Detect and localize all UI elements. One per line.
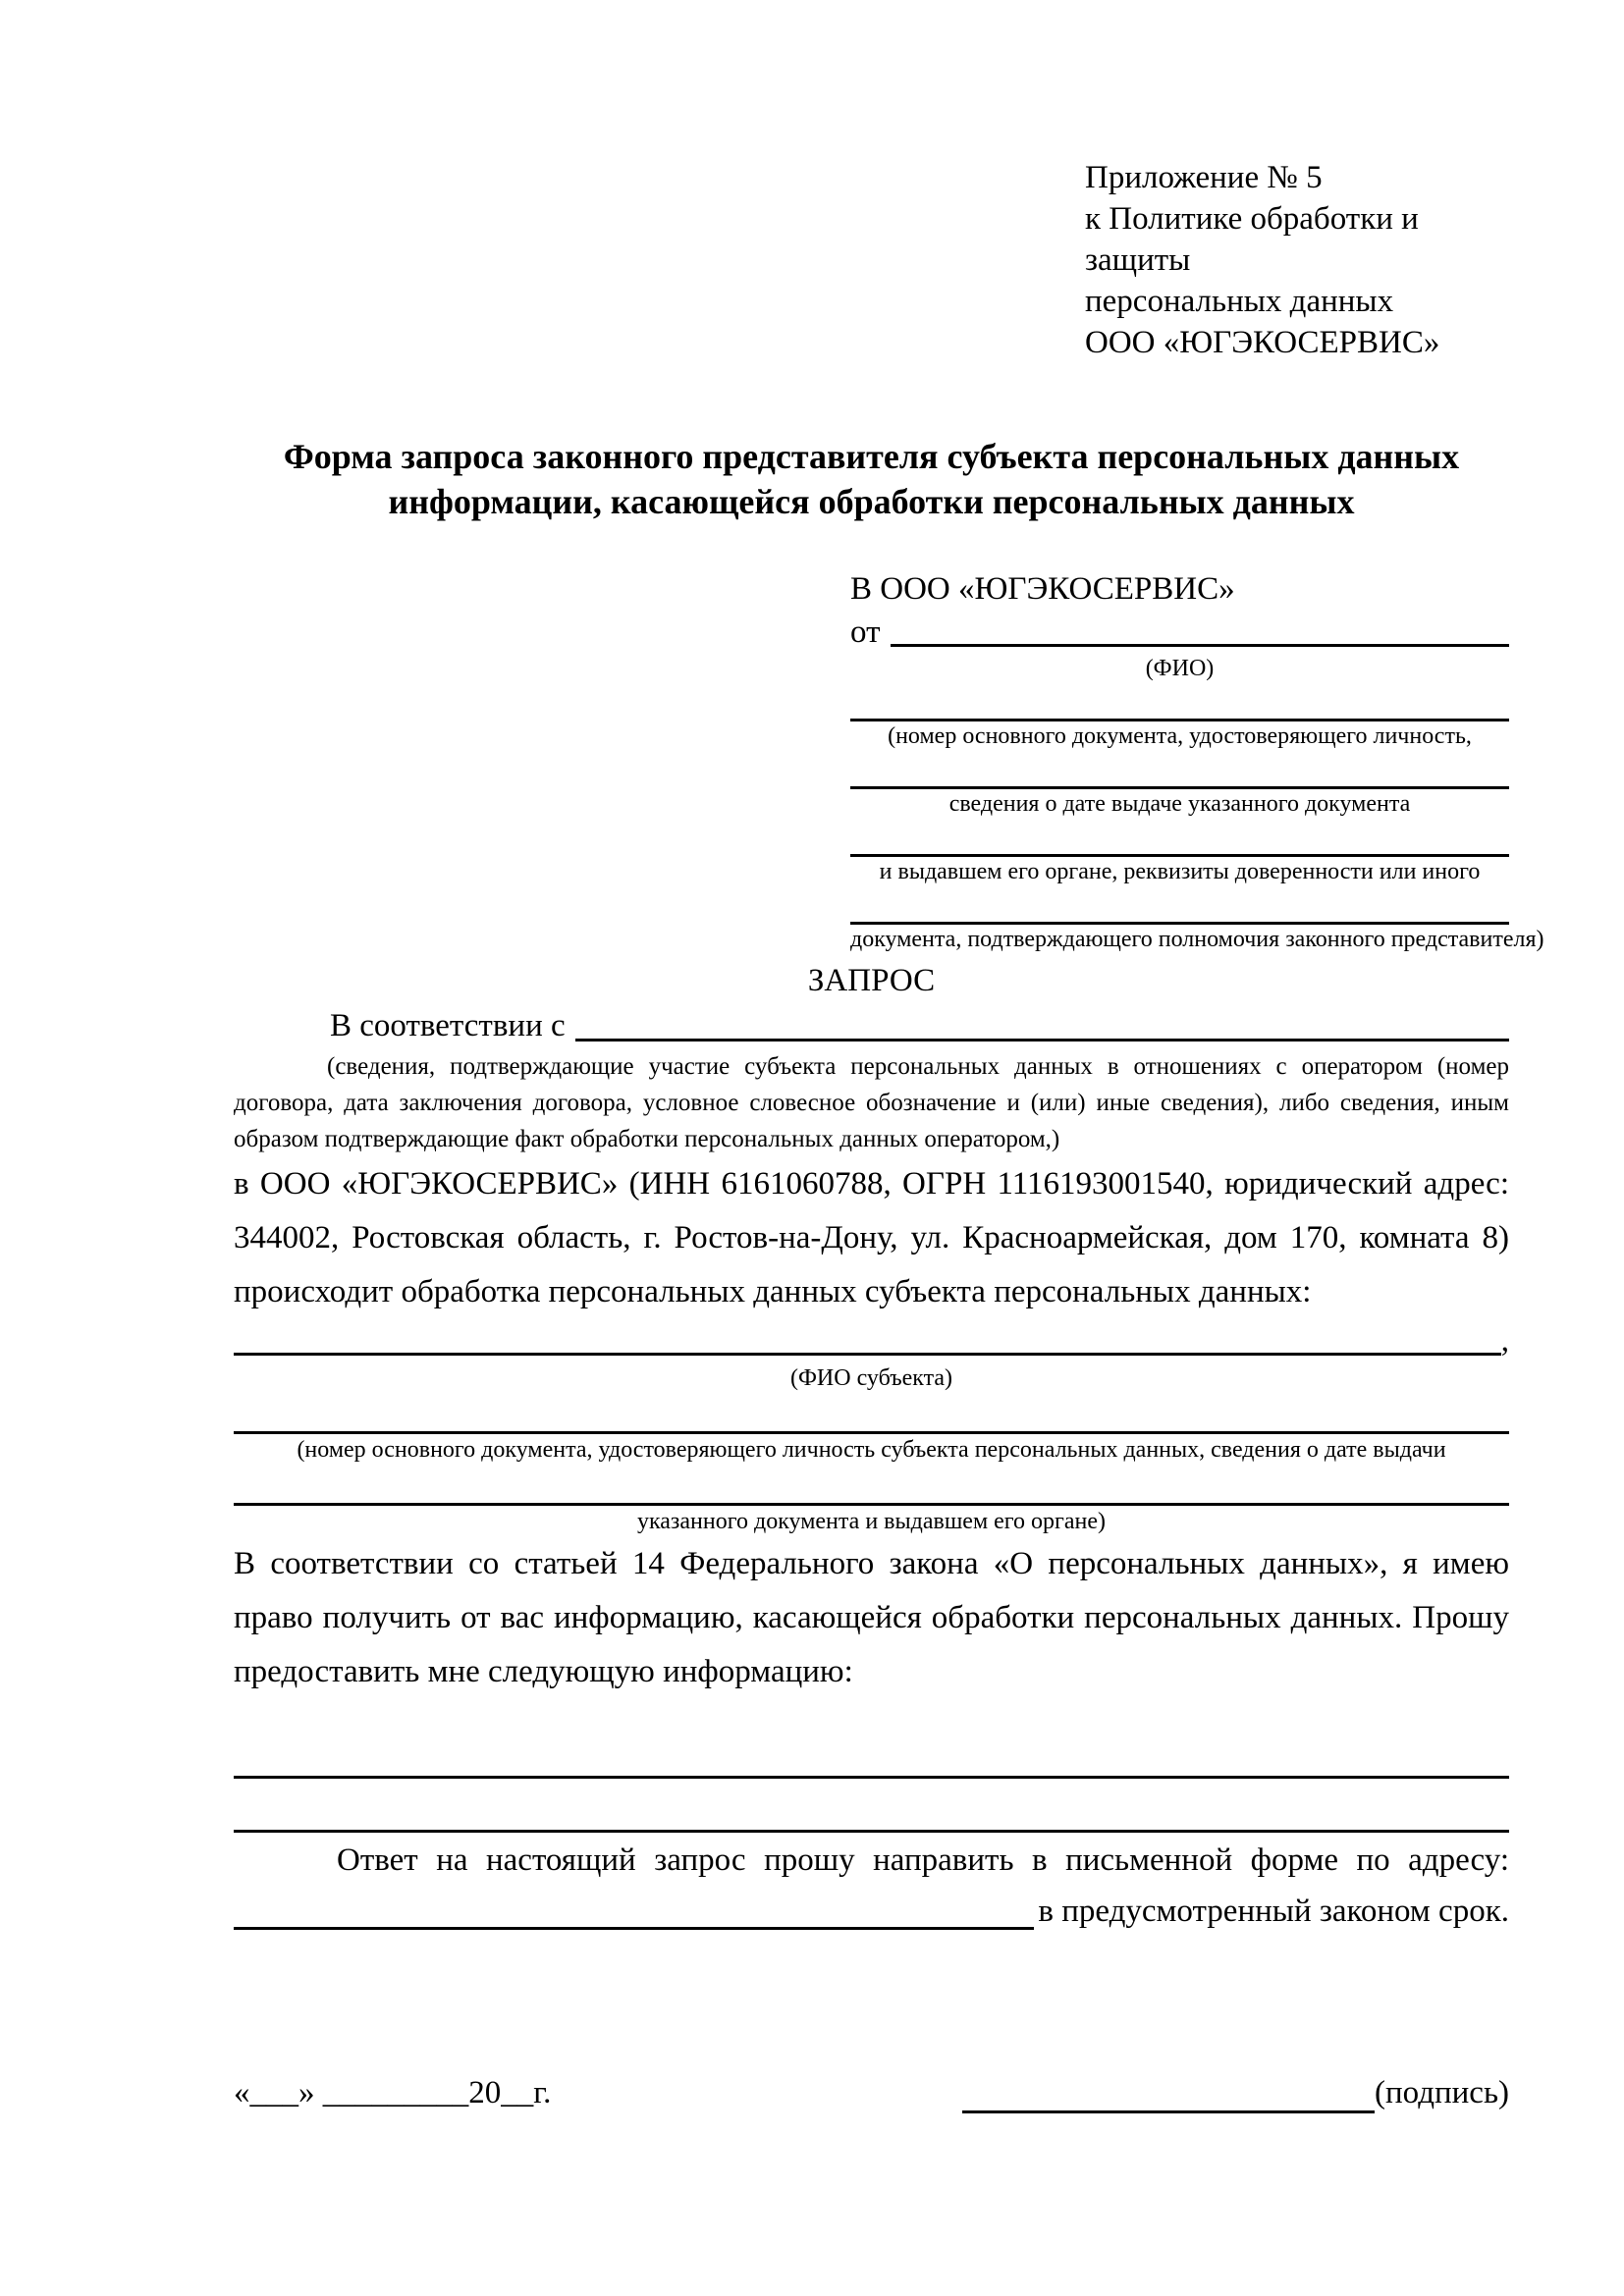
subject-doc-field-2[interactable]	[234, 1466, 1509, 1506]
doc-issue-date-caption: сведения о дате выдаче указанного документа	[948, 791, 1411, 817]
reply-tail-text: в предусмотренный законом срок.	[1038, 1894, 1509, 1929]
doc-number-field[interactable]	[850, 683, 1509, 721]
law-paragraph: В соответствии со статьей 14 Федерального закона «О персональных данных», я имею право получить от вас информацию, касающейся обработки персональных данных. Прошу предоставить мне следующую информацию:	[234, 1546, 1509, 1689]
basis-field[interactable]	[575, 1039, 1509, 1041]
basis-row	[234, 1003, 1509, 1048]
subject-doc-caption-2: указанного документа и выдавшем его органе)	[636, 1509, 1107, 1534]
operator-paragraph: в ООО «ЮГЭКОСЕРВИС» (ИНН 6161060788, ОГРН 1116193001540, юридический адрес: 344002, Ростовская область, г. Ростов-на-Дону, ул. Красноармейская, дом 170, комната 8) происходит обработка персональных данных субъекта персональных данных:	[234, 1166, 1509, 1309]
authority-doc-block	[850, 886, 1544, 954]
spacer	[234, 1699, 1509, 1725]
fio-caption: (ФИО)	[1145, 656, 1215, 681]
reply-address-field[interactable]	[234, 1927, 1034, 1930]
form-title-line2: информации, касающейся обработки персональных данных	[388, 482, 1355, 521]
subject-doc-caption-1: (номер основного документа, удостоверяющего личность субъекта персональных данных, сведения о дате выдачи	[297, 1437, 1446, 1463]
reply-address-row	[234, 1886, 1509, 1937]
form-title	[234, 434, 1509, 524]
from-row	[850, 611, 1509, 654]
request-heading: ЗАПРОС	[807, 963, 936, 998]
doc-issue-date-block	[850, 751, 1509, 819]
appendix-header-line: Приложение № 5	[1085, 160, 1323, 195]
basis-caption: (сведения, подтверждающие участие субъекта персональных данных в отношениях с оператором (номер договора, дата заключения договора, условное словесное обозначение и (или) иные сведения), либо сведения, иным образом подтверждающие факт обработки персональных данных оператором,)	[234, 1053, 1509, 1152]
info-request-field-2[interactable]	[234, 1779, 1509, 1833]
appendix-header-line: к Политике обработки и защиты	[1085, 201, 1419, 278]
doc-issuer-caption: и выдавшем его органе, реквизиты доверенности или иного	[879, 859, 1481, 884]
authority-doc-caption: документа, подтверждающего полномочия законного представителя)	[850, 927, 1544, 952]
signature-field[interactable]	[962, 2110, 1375, 2113]
doc-number-caption: (номер основного документа, удостоверяющего личность,	[888, 723, 1472, 749]
signature-group	[962, 2066, 1509, 2120]
basis-label: В соответствии с	[330, 1008, 566, 1043]
doc-issuer-block	[850, 819, 1509, 886]
from-label: от	[850, 614, 881, 650]
footer-row	[234, 2066, 1509, 2120]
subject-name-field[interactable]	[234, 1353, 1501, 1356]
info-request-field-1[interactable]	[234, 1725, 1509, 1779]
reply-paragraph: Ответ на настоящий запрос прошу направить в письменной форме по адресу:	[337, 1842, 1509, 1878]
trailing-comma: ,	[1500, 1323, 1509, 1359]
date-blank-field[interactable]: «___» _________20__г.	[234, 2075, 552, 2110]
appendix-header	[1085, 157, 1509, 363]
authority-doc-field[interactable]	[850, 886, 1509, 925]
addressee-organization: В ООО «ЮГЭКОСЕРВИС»	[850, 571, 1235, 607]
form-title-line1: Форма запроса законного представителя субъекта персональных данных	[283, 437, 1460, 476]
subject-doc-field-1[interactable]	[234, 1394, 1509, 1434]
subject-name-row	[234, 1319, 1509, 1362]
legal-rep-name-field[interactable]	[891, 644, 1510, 647]
appendix-header-line: ООО «ЮГЭКОСЕРВИС»	[1085, 325, 1440, 360]
appendix-header-line: персональных данных	[1085, 284, 1394, 319]
doc-number-block	[850, 683, 1509, 751]
doc-issuer-field[interactable]	[850, 819, 1509, 857]
subject-fio-caption: (ФИО субъекта)	[789, 1365, 953, 1391]
signature-caption: (подпись)	[1375, 2075, 1509, 2110]
addressee-block	[850, 567, 1544, 954]
doc-issue-date-field[interactable]	[850, 751, 1509, 789]
